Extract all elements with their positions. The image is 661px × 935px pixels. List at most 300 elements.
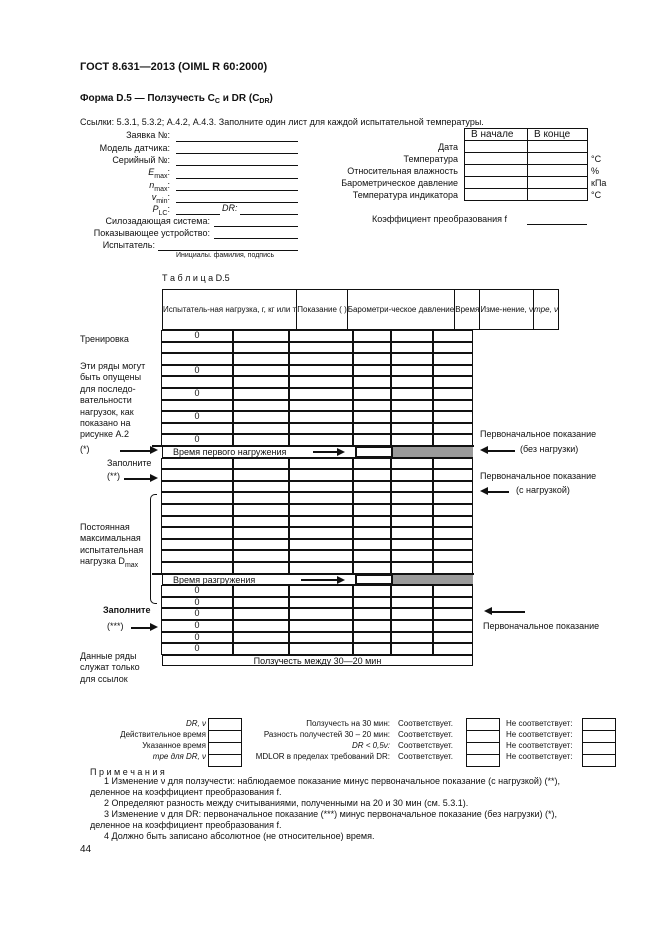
table-cell[interactable] (433, 492, 473, 504)
table-title: Т а б л и ц а D.5 (162, 273, 230, 283)
table-cell[interactable] (161, 376, 233, 388)
nok-box[interactable] (583, 719, 616, 731)
ok-box[interactable] (467, 719, 500, 731)
table-cell[interactable] (233, 469, 289, 481)
table-cell[interactable] (391, 504, 433, 516)
label-fill2: Заполните (103, 605, 151, 615)
table-cell[interactable] (391, 365, 433, 377)
table-cell[interactable] (353, 411, 391, 423)
table-cell[interactable] (233, 400, 289, 412)
table-cell[interactable] (233, 388, 289, 400)
table-cell[interactable] (353, 643, 391, 655)
plc-sub: LC (158, 209, 168, 217)
field-label-model: Модель датчика: (99, 143, 170, 153)
vmin-sub: min (156, 197, 168, 205)
table-cell[interactable] (233, 632, 289, 644)
cond-unit-ind-temp: °C (591, 190, 602, 200)
table-cell[interactable] (433, 458, 473, 470)
note-3: 3 Изменение ν для DR: первоначальное показание (***) минус первоначальное показание (без нагрузки) (*), (104, 809, 558, 819)
table-cell[interactable] (161, 400, 233, 412)
table-cell[interactable] (353, 527, 391, 539)
gray-fill (393, 575, 473, 585)
field-line-serial[interactable] (176, 165, 298, 166)
ok-box[interactable] (467, 755, 500, 767)
table-cell[interactable] (353, 632, 391, 644)
cond-cell[interactable] (465, 177, 528, 189)
table-row (162, 411, 474, 423)
table-row (162, 597, 474, 609)
table-row (162, 539, 474, 551)
ref-line: Данные ряды (80, 651, 137, 661)
nok-box[interactable] (583, 731, 616, 743)
table-cell[interactable] (289, 492, 353, 504)
table-cell[interactable] (289, 423, 353, 435)
table-row (162, 365, 474, 377)
table-cell[interactable] (353, 585, 391, 597)
const-dmax-sub: max (124, 562, 139, 570)
conditions-table (464, 128, 588, 201)
table-cell[interactable] (391, 469, 433, 481)
omit-line: для последо- (80, 383, 136, 394)
cond-header-end: В конце (528, 129, 588, 141)
table-cell[interactable] (391, 376, 433, 388)
ok-box[interactable] (467, 743, 500, 755)
ok-label: Соответствует. (398, 741, 453, 750)
label-withload: (с нагрузкой) (516, 485, 570, 495)
ok-box[interactable] (467, 731, 500, 743)
table-cell[interactable] (353, 353, 391, 365)
field-label-tester: Испытатель: (102, 240, 155, 250)
table-cell[interactable] (233, 411, 289, 423)
table-cell[interactable] (353, 516, 391, 528)
table-cell[interactable] (289, 376, 353, 388)
table-cell[interactable] (233, 353, 289, 365)
field-label-vmin (60, 192, 170, 205)
table-cell[interactable] (433, 400, 473, 412)
const-line: максимальная (80, 533, 141, 544)
arrow-star2 (124, 478, 150, 480)
table-cell[interactable] (289, 597, 353, 609)
brace-const-load (150, 494, 157, 604)
col-header-baro: Барометри-ческое давление (347, 290, 455, 330)
bottom-label-creep30: Ползучесть на 30 мин: (306, 719, 390, 728)
table-cell[interactable] (433, 353, 473, 365)
const-line-dmax (80, 556, 143, 571)
note-1: 1 Изменение ν для ползучести: наблюдаемое показание минус первоначальное показание (с нагрузкой) (**), (104, 776, 560, 786)
col-header-reading: Показание ( ) (297, 290, 347, 330)
table-cell[interactable] (233, 458, 289, 470)
table-cell[interactable] (233, 643, 289, 655)
label-init3: Первоначальное показание (483, 621, 600, 631)
coefficient-line[interactable] (527, 224, 587, 225)
vmin-colon: : (167, 192, 170, 202)
bottom-ok-boxes (466, 718, 500, 767)
emax-letter: E (148, 167, 155, 177)
unload-row (162, 574, 473, 586)
table-cell[interactable] (433, 585, 473, 597)
table-cell[interactable] (233, 620, 289, 632)
table-cell[interactable] (289, 481, 353, 493)
field-label-dr: DR: (222, 203, 238, 213)
row-arrow (313, 451, 337, 453)
table-row (162, 423, 474, 435)
table-cell[interactable] (289, 411, 353, 423)
omit-line: нагрузок, как (80, 406, 134, 417)
table-cell[interactable] (289, 365, 353, 377)
table-cell[interactable] (161, 469, 233, 481)
table-cell[interactable] (433, 527, 473, 539)
table-cell[interactable] (233, 516, 289, 528)
cond-cell[interactable] (528, 141, 588, 153)
field-label-serial: Серийный №: (112, 155, 170, 165)
table-cell[interactable] (289, 608, 353, 620)
table-cell[interactable] (433, 516, 473, 528)
nok-label: Не соответствует: (506, 741, 573, 750)
form-title-sub-dr: DR (259, 98, 270, 105)
table-cell[interactable] (233, 550, 289, 562)
omit-line: показано на (80, 418, 131, 429)
table-cell[interactable] (289, 620, 353, 632)
ok-label: Соответствует. (398, 719, 453, 728)
table-cell[interactable] (233, 423, 289, 435)
table-cell[interactable] (391, 330, 433, 342)
table-cell[interactable] (161, 353, 233, 365)
table-cell[interactable]: 0 (161, 388, 233, 400)
field-line-indicator[interactable] (214, 238, 298, 239)
table-cell[interactable]: 0 (161, 411, 233, 423)
bottom-label-diff: Разность получестей 30 – 20 мин: (263, 730, 390, 739)
cond-cell[interactable] (465, 153, 528, 165)
label-training: Тренировка (80, 334, 129, 344)
table-cell[interactable] (433, 608, 473, 620)
omit-line: Эти ряды могут (80, 361, 146, 371)
arrow-head-init2 (480, 487, 488, 495)
cond-row-label-humidity: Относительная влажность (347, 166, 458, 176)
emax-sub: max (154, 172, 168, 180)
table-cell[interactable] (391, 458, 433, 470)
initials-caption: Инициалы. фамилия, подпись (176, 252, 275, 259)
time-box[interactable] (355, 574, 393, 586)
table-cell[interactable] (353, 504, 391, 516)
nmax-colon: : (167, 180, 170, 190)
bottom-nok-labels (506, 718, 573, 762)
table-cell[interactable]: 0 (161, 365, 233, 377)
table-cell[interactable] (391, 608, 433, 620)
col-header-change: Изме-нение, ν (480, 290, 534, 330)
table-cell[interactable] (433, 330, 473, 342)
table-cell[interactable] (391, 550, 433, 562)
table-cell[interactable] (353, 458, 391, 470)
field-line-model[interactable] (176, 153, 298, 154)
arrow-star1 (120, 450, 150, 452)
plc-letter: P (152, 204, 159, 214)
field-line-force-system[interactable] (214, 226, 298, 227)
table-cell[interactable] (353, 342, 391, 354)
table-cell[interactable] (353, 492, 391, 504)
table-cell[interactable] (391, 585, 433, 597)
table-cell[interactable] (353, 620, 391, 632)
nok-label: Не соответствует: (506, 719, 573, 728)
table-cell[interactable]: 0 (161, 434, 233, 446)
ok-label: Соответствует. (398, 730, 453, 739)
table-row (162, 376, 474, 388)
label-init1: Первоначальное показание (480, 429, 597, 439)
table-cell[interactable] (353, 376, 391, 388)
field-line-emax[interactable] (176, 178, 298, 179)
ref-line: служат только (80, 662, 140, 673)
nok-label: Не соответствует: (506, 730, 573, 739)
label-ref-only (80, 651, 140, 685)
table-cell[interactable] (161, 539, 233, 551)
emax-colon: : (167, 167, 170, 177)
table-cell[interactable] (353, 423, 391, 435)
table-cell[interactable] (289, 585, 353, 597)
label-const-load (80, 522, 143, 571)
table-cell[interactable] (391, 353, 433, 365)
table-cell[interactable] (391, 400, 433, 412)
table-cell[interactable]: 0 (161, 585, 233, 597)
table-cell[interactable] (433, 620, 473, 632)
table-cell[interactable]: 0 (161, 632, 233, 644)
cond-cell[interactable] (465, 189, 528, 201)
unload-label: Время разгружения (173, 574, 256, 585)
references: Ссылки: 5.3.1, 5.3.2; А.4.2, А.4.3. Заполните один лист для каждой испытательной температуры. (80, 117, 484, 127)
col-header-time: Время (455, 290, 480, 330)
table-cell[interactable] (433, 388, 473, 400)
table-cell[interactable] (289, 527, 353, 539)
table-row (162, 388, 474, 400)
ref-line: для ссылок (80, 673, 128, 684)
table-cell[interactable] (433, 550, 473, 562)
table-cell[interactable] (391, 632, 433, 644)
col-header-load: Испытатель-ная нагрузка, г, кг или т (163, 290, 297, 330)
table-cell[interactable] (289, 469, 353, 481)
form-title-sub-c: C (214, 98, 220, 105)
table-cell[interactable] (289, 643, 353, 655)
creep-between-label: Ползучесть между 30—20 мин (253, 655, 382, 666)
table-cell[interactable] (289, 504, 353, 516)
bottom-left-labels (40, 718, 206, 762)
table-cell[interactable] (161, 516, 233, 528)
first-load-row (162, 446, 473, 458)
table-cell[interactable] (353, 469, 391, 481)
table-cell[interactable] (433, 481, 473, 493)
nok-box[interactable] (583, 755, 616, 767)
bottom-label-mdlor: MDLOR в пределах требований DR: (255, 752, 390, 761)
table-cell[interactable] (353, 400, 391, 412)
arrow-init3 (492, 611, 525, 613)
plc-colon: : (167, 204, 170, 214)
table-cell[interactable] (391, 423, 433, 435)
table-cell[interactable] (233, 585, 289, 597)
table-cell[interactable] (391, 492, 433, 504)
notes-title: П р и м е ч а н и я (90, 767, 165, 777)
bottom-nok-boxes (582, 718, 616, 767)
notes-body (90, 776, 560, 842)
table-cell[interactable] (233, 342, 289, 354)
table-cell[interactable] (353, 597, 391, 609)
table-cell[interactable] (289, 388, 353, 400)
label-star2: (**) (107, 471, 120, 481)
table-cell[interactable] (391, 342, 433, 354)
table-cell[interactable] (433, 632, 473, 644)
nmax-letter: n (149, 180, 155, 190)
table-cell[interactable]: 0 (161, 643, 233, 655)
nok-box[interactable] (583, 743, 616, 755)
table-cell[interactable] (391, 597, 433, 609)
arrow-init1 (488, 450, 515, 452)
table-cell[interactable] (289, 539, 353, 551)
table-cell[interactable] (353, 539, 391, 551)
document-header: ГОСТ 8.631—2013 (OIML R 60:2000) (80, 61, 268, 73)
table-row (162, 492, 474, 504)
form-title-end: ) (269, 93, 273, 104)
table-cell[interactable]: 0 (161, 330, 233, 342)
note-4: 4 Должно быть записано абсолютное (не относительное) время. (104, 831, 375, 841)
col-header-mpe: mpe, ν (534, 290, 559, 330)
bottom-mid-labels (228, 718, 390, 762)
table-row (162, 527, 474, 539)
table-cell[interactable] (161, 550, 233, 562)
table-cell[interactable] (391, 481, 433, 493)
table-cell[interactable]: 0 (161, 620, 233, 632)
field-line-tester[interactable] (158, 250, 298, 251)
table-cell[interactable] (233, 539, 289, 551)
cond-unit-pressure: кПа (591, 178, 607, 188)
table-row (162, 469, 474, 481)
table-cell[interactable] (289, 550, 353, 562)
table-cell[interactable] (353, 481, 391, 493)
ok-label: Соответствует. (398, 752, 453, 761)
table-cell[interactable] (161, 527, 233, 539)
table-cell[interactable] (289, 516, 353, 528)
table-cell[interactable] (233, 365, 289, 377)
table-cell[interactable] (391, 516, 433, 528)
table-cell[interactable] (161, 492, 233, 504)
table-cell[interactable] (233, 608, 289, 620)
table-cell[interactable] (289, 458, 353, 470)
const-line: Постоянная (80, 522, 130, 532)
table-cell[interactable] (433, 376, 473, 388)
table-cell[interactable] (233, 492, 289, 504)
field-label-indicator: Показывающее устройство: (93, 228, 210, 238)
table-cell[interactable] (161, 342, 233, 354)
table-cell[interactable] (353, 388, 391, 400)
cond-cell[interactable] (528, 189, 588, 201)
table-cell[interactable] (353, 365, 391, 377)
main-table (162, 289, 559, 330)
table-cell[interactable] (289, 400, 353, 412)
table-cell[interactable] (233, 504, 289, 516)
table-cell[interactable] (391, 643, 433, 655)
table-cell[interactable] (391, 388, 433, 400)
table-cell[interactable] (289, 342, 353, 354)
cond-cell[interactable] (528, 153, 588, 165)
table-row (162, 632, 474, 644)
table-row (162, 458, 474, 470)
table-cell[interactable] (433, 597, 473, 609)
field-label-application: Заявка №: (126, 130, 170, 140)
field-line-application[interactable] (176, 141, 298, 142)
cond-header-start: В начале (465, 129, 528, 141)
table-row (162, 504, 474, 516)
bottom-ok-labels (398, 718, 453, 762)
form-title-text: Форма D.5 — Ползучесть C (80, 93, 215, 104)
table-cell[interactable] (289, 632, 353, 644)
table-cell[interactable] (433, 411, 473, 423)
nmax-sub: max (154, 185, 168, 193)
table-cell[interactable] (289, 330, 353, 342)
table-cell[interactable] (353, 330, 391, 342)
table-cell[interactable] (233, 330, 289, 342)
table-cell[interactable] (433, 539, 473, 551)
table-row (162, 446, 474, 458)
field-line-plc[interactable] (176, 214, 220, 215)
note-1-cont: деленное на коэффициент преобразования f. (90, 787, 282, 797)
table-cell[interactable] (433, 365, 473, 377)
table-cell[interactable] (433, 469, 473, 481)
arrow-head-init1 (480, 446, 488, 454)
table-cell[interactable] (433, 643, 473, 655)
table-cell[interactable] (353, 550, 391, 562)
omit-line: быть опущены (80, 372, 142, 383)
cond-unit-temp: °C (591, 154, 602, 164)
table-cell[interactable] (433, 342, 473, 354)
table-cell[interactable] (161, 458, 233, 470)
coefficient-label: Коэффициент преобразования f (372, 214, 507, 224)
table-cell[interactable] (161, 504, 233, 516)
cond-row-label-date: Дата (438, 142, 458, 152)
table-cell[interactable] (289, 353, 353, 365)
arrow-star3 (131, 627, 150, 629)
time-box[interactable] (355, 446, 393, 458)
table-cell[interactable] (391, 527, 433, 539)
cond-cell[interactable] (528, 165, 588, 177)
field-line-dr[interactable] (240, 214, 298, 215)
label-omit-rows (80, 361, 145, 441)
cond-cell[interactable] (465, 165, 528, 177)
cond-cell[interactable] (465, 141, 528, 153)
table-cell[interactable] (161, 423, 233, 435)
table-cell[interactable]: 0 (161, 597, 233, 609)
arrow-head-star1 (150, 446, 158, 454)
table-row (162, 574, 474, 586)
table-cell[interactable] (161, 481, 233, 493)
table-cell[interactable] (391, 411, 433, 423)
table-cell[interactable]: 0 (161, 608, 233, 620)
table-cell[interactable] (233, 376, 289, 388)
table-cell[interactable] (391, 620, 433, 632)
table-row (162, 353, 474, 365)
label-fill1: Заполните (107, 458, 152, 468)
table-cell[interactable] (353, 608, 391, 620)
table-cell[interactable] (233, 527, 289, 539)
note-3-cont: деленное на коэффициент преобразования f. (90, 820, 282, 830)
table-row (162, 655, 474, 667)
table-cell[interactable] (433, 504, 473, 516)
field-line-nmax[interactable] (176, 190, 298, 191)
row-arrow (301, 579, 337, 581)
cond-cell[interactable] (528, 177, 588, 189)
table-row (162, 516, 474, 528)
cond-unit-humidity: % (591, 166, 600, 176)
row-arrow-head (337, 448, 345, 456)
table-cell[interactable] (433, 423, 473, 435)
table-cell[interactable] (233, 481, 289, 493)
table-cell[interactable] (391, 539, 433, 551)
table-cell[interactable] (233, 597, 289, 609)
field-label-emax (60, 167, 170, 180)
